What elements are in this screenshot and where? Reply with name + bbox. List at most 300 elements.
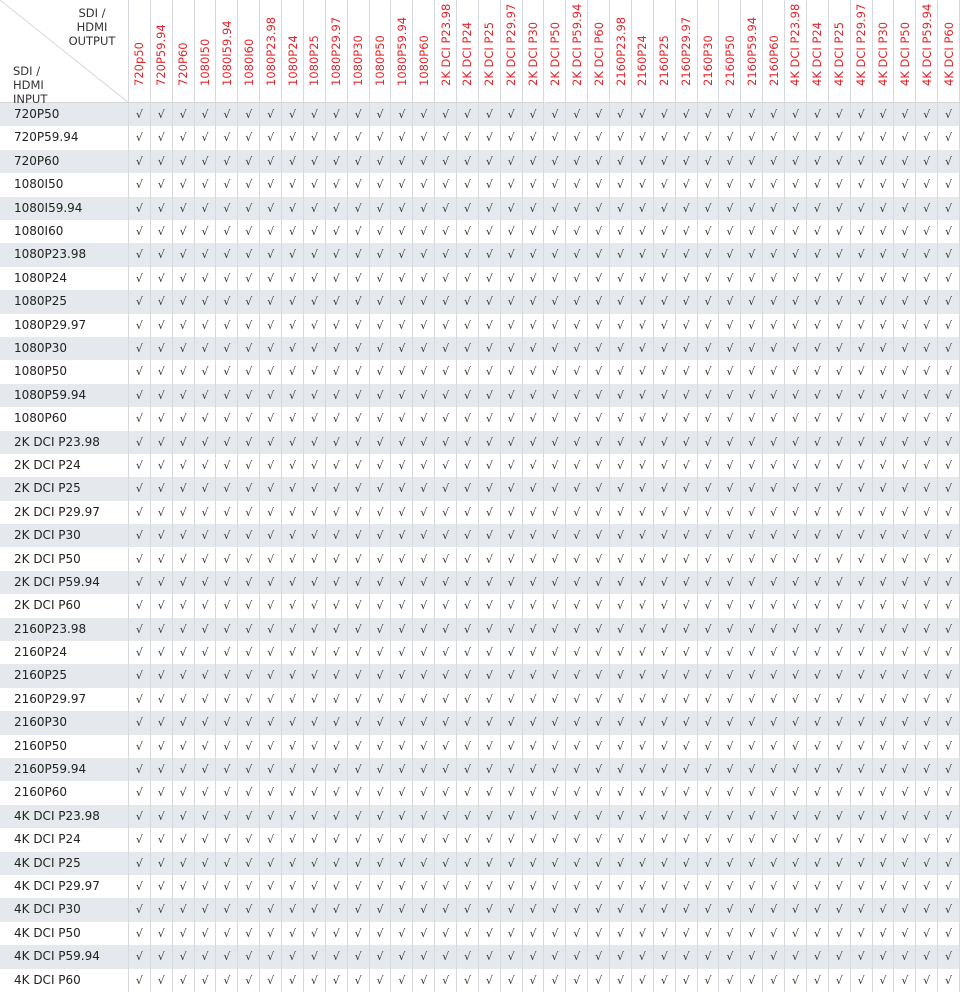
column-header [763,0,785,103]
support-check-cell: √ [479,314,501,337]
support-check-cell: √ [763,711,785,734]
support-check-cell: √ [588,922,610,945]
support-check-cell: √ [435,267,457,290]
support-check-cell: √ [894,641,916,664]
support-check-cell: √ [304,407,326,430]
support-check-cell: √ [173,922,195,945]
support-check-cell: √ [785,314,807,337]
support-check-cell: √ [938,220,960,243]
support-check-cell: √ [829,243,851,266]
support-check-cell: √ [851,758,873,781]
support-check-cell: √ [851,407,873,430]
support-check-cell: √ [348,431,370,454]
support-check-cell: √ [916,548,938,571]
support-check-cell: √ [676,805,698,828]
support-check-cell: √ [873,360,895,383]
support-check-cell: √ [632,828,654,851]
support-check-cell: √ [654,126,676,149]
support-check-cell: √ [566,290,588,313]
support-check-cell: √ [566,337,588,360]
support-check-cell: √ [654,197,676,220]
support-check-cell: √ [304,664,326,687]
column-header [129,0,151,103]
support-check-cell: √ [479,852,501,875]
support-check-cell: √ [151,384,173,407]
support-check-cell: √ [195,945,217,968]
support-check-cell: √ [348,688,370,711]
support-check-cell: √ [195,314,217,337]
support-check-cell: √ [260,805,282,828]
support-check-cell: √ [763,641,785,664]
column-header-label: 1080P23.98 [263,16,278,86]
support-check-cell: √ [173,197,195,220]
support-check-cell: √ [216,197,238,220]
support-check-cell: √ [501,945,523,968]
row-header-label: 1080P60 [0,407,129,430]
row-header-label: 4K DCI P24 [0,828,129,851]
support-check-cell: √ [216,454,238,477]
support-check-cell: √ [173,290,195,313]
support-check-cell: √ [916,664,938,687]
support-check-cell: √ [588,805,610,828]
row-header-label: 2K DCI P29.97 [0,501,129,524]
support-check-cell: √ [282,314,304,337]
support-check-cell: √ [851,314,873,337]
support-check-cell: √ [545,898,567,921]
support-check-cell: √ [829,922,851,945]
column-header-label: 2160P60 [766,35,781,86]
support-check-cell: √ [763,898,785,921]
support-check-cell: √ [829,267,851,290]
support-check-cell: √ [413,735,435,758]
support-check-cell: √ [763,126,785,149]
column-header-label: 4K DCI P23.98 [788,3,803,86]
support-check-cell: √ [370,431,392,454]
support-check-cell: √ [741,337,763,360]
support-check-cell: √ [326,852,348,875]
support-check-cell: √ [391,384,413,407]
support-check-cell: √ [785,243,807,266]
support-check-cell: √ [676,197,698,220]
support-check-cell: √ [195,758,217,781]
support-check-cell: √ [632,103,654,126]
support-check-cell: √ [719,220,741,243]
support-check-cell: √ [545,548,567,571]
support-check-cell: √ [326,945,348,968]
support-check-cell: √ [894,384,916,407]
support-check-cell: √ [566,173,588,196]
support-check-cell: √ [916,735,938,758]
support-check-cell: √ [566,454,588,477]
support-check-cell: √ [566,431,588,454]
support-check-cell: √ [391,407,413,430]
support-check-cell: √ [719,337,741,360]
support-check-cell: √ [413,922,435,945]
support-check-cell: √ [282,267,304,290]
support-check-cell: √ [326,384,348,407]
support-check-cell: √ [588,828,610,851]
support-check-cell: √ [785,407,807,430]
column-header-label: 2160P24 [635,35,650,86]
support-check-cell: √ [129,898,151,921]
support-check-cell: √ [391,290,413,313]
support-check-cell: √ [588,477,610,500]
support-check-cell: √ [501,267,523,290]
support-check-cell: √ [916,711,938,734]
support-check-cell: √ [435,477,457,500]
support-check-cell: √ [938,501,960,524]
support-check-cell: √ [741,407,763,430]
support-check-cell: √ [894,524,916,547]
support-check-cell: √ [370,945,392,968]
support-check-cell: √ [501,173,523,196]
support-check-cell: √ [326,220,348,243]
column-header [435,0,457,103]
support-check-cell: √ [741,594,763,617]
support-check-cell: √ [610,781,632,804]
support-check-cell: √ [129,220,151,243]
support-check-cell: √ [566,805,588,828]
support-check-cell: √ [851,103,873,126]
support-check-cell: √ [610,314,632,337]
column-header [304,0,326,103]
row-header-label: 4K DCI P59.94 [0,945,129,968]
support-check-cell: √ [632,454,654,477]
support-check-cell: √ [719,197,741,220]
support-check-cell: √ [719,360,741,383]
support-check-cell: √ [588,150,610,173]
support-check-cell: √ [326,735,348,758]
column-header-label: 1080I60 [241,38,256,86]
support-check-cell: √ [413,314,435,337]
column-header-label: 2K DCI P24 [460,21,475,86]
support-check-cell: √ [632,875,654,898]
support-check-cell: √ [851,594,873,617]
support-check-cell: √ [457,220,479,243]
support-check-cell: √ [523,664,545,687]
support-check-cell: √ [807,360,829,383]
support-check-cell: √ [545,454,567,477]
support-check-cell: √ [435,664,457,687]
support-check-cell: √ [938,454,960,477]
support-check-cell: √ [829,477,851,500]
support-check-cell: √ [391,548,413,571]
support-check-cell: √ [894,150,916,173]
support-check-cell: √ [260,454,282,477]
support-check-cell: √ [676,360,698,383]
support-check-cell: √ [763,969,785,992]
support-check-cell: √ [545,852,567,875]
support-check-cell: √ [238,126,260,149]
support-check-cell: √ [216,594,238,617]
support-check-cell: √ [238,664,260,687]
support-check-cell: √ [807,126,829,149]
row-header-label: 1080P50 [0,360,129,383]
support-check-cell: √ [370,126,392,149]
column-header [851,0,873,103]
support-check-cell: √ [348,454,370,477]
support-check-cell: √ [741,571,763,594]
support-check-cell: √ [894,290,916,313]
support-check-cell: √ [829,126,851,149]
support-check-cell: √ [216,314,238,337]
support-check-cell: √ [566,384,588,407]
support-check-cell: √ [282,735,304,758]
support-check-cell: √ [916,852,938,875]
support-check-cell: √ [851,243,873,266]
support-check-cell: √ [348,875,370,898]
column-header-label: 2160P59.94 [744,16,759,86]
support-check-cell: √ [370,688,392,711]
support-check-cell: √ [676,150,698,173]
support-check-cell: √ [938,337,960,360]
support-check-cell: √ [654,173,676,196]
support-check-cell: √ [588,875,610,898]
support-check-cell: √ [676,688,698,711]
support-check-cell: √ [763,150,785,173]
support-check-cell: √ [785,548,807,571]
support-check-cell: √ [676,571,698,594]
support-check-cell: √ [479,431,501,454]
support-check-cell: √ [195,898,217,921]
row-header-label: 1080I50 [0,173,129,196]
column-header [632,0,654,103]
row-header-label: 2160P59.94 [0,758,129,781]
support-check-cell: √ [238,828,260,851]
support-check-cell: √ [501,197,523,220]
row-header-label: 2K DCI P23.98 [0,431,129,454]
support-check-cell: √ [654,477,676,500]
support-check-cell: √ [260,501,282,524]
support-check-cell: √ [391,969,413,992]
support-check-cell: √ [610,618,632,641]
support-check-cell: √ [151,431,173,454]
support-check-cell: √ [260,735,282,758]
support-check-cell: √ [654,875,676,898]
support-check-cell: √ [501,150,523,173]
support-check-cell: √ [501,758,523,781]
support-check-cell: √ [851,828,873,851]
column-header [501,0,523,103]
support-check-cell: √ [610,735,632,758]
support-check-cell: √ [129,360,151,383]
support-check-cell: √ [632,922,654,945]
support-check-cell: √ [413,290,435,313]
row-header-label: 1080P23.98 [0,243,129,266]
support-check-cell: √ [129,688,151,711]
column-header-label: 2K DCI P25 [482,21,497,86]
support-check-cell: √ [938,103,960,126]
support-check-cell: √ [173,548,195,571]
support-check-cell: √ [588,711,610,734]
column-header-label: 2K DCI P30 [526,21,541,86]
column-header-label: 4K DCI P50 [897,21,912,86]
support-check-cell: √ [719,828,741,851]
support-check-cell: √ [457,360,479,383]
support-check-cell: √ [654,314,676,337]
support-check-cell: √ [610,477,632,500]
support-check-cell: √ [391,337,413,360]
support-check-cell: √ [260,594,282,617]
support-check-cell: √ [260,197,282,220]
support-check-cell: √ [326,501,348,524]
support-check-cell: √ [348,126,370,149]
support-check-cell: √ [348,314,370,337]
support-check-cell: √ [763,267,785,290]
support-check-cell: √ [741,875,763,898]
support-check-cell: √ [260,126,282,149]
support-check-cell: √ [370,571,392,594]
support-check-cell: √ [829,594,851,617]
column-header-label: 1080I50 [198,38,213,86]
support-check-cell: √ [785,898,807,921]
support-check-cell: √ [413,267,435,290]
support-check-cell: √ [195,220,217,243]
support-check-cell: √ [654,898,676,921]
support-check-cell: √ [829,688,851,711]
support-check-cell: √ [632,267,654,290]
column-header [676,0,698,103]
support-check-cell: √ [370,524,392,547]
support-check-cell: √ [566,641,588,664]
support-check-cell: √ [129,781,151,804]
support-check-cell: √ [260,688,282,711]
support-check-cell: √ [391,898,413,921]
support-check-cell: √ [216,711,238,734]
support-check-cell: √ [151,314,173,337]
support-check-cell: √ [588,641,610,664]
support-check-cell: √ [698,126,720,149]
support-check-cell: √ [523,969,545,992]
support-check-cell: √ [523,711,545,734]
support-check-cell: √ [807,875,829,898]
support-check-cell: √ [523,524,545,547]
column-header [173,0,195,103]
support-check-cell: √ [238,945,260,968]
support-check-cell: √ [785,852,807,875]
support-check-cell: √ [195,828,217,851]
support-check-cell: √ [698,758,720,781]
support-check-cell: √ [873,407,895,430]
support-check-cell: √ [282,431,304,454]
support-check-cell: √ [873,243,895,266]
support-check-cell: √ [216,969,238,992]
support-check-cell: √ [523,898,545,921]
support-check-cell: √ [785,735,807,758]
column-header [785,0,807,103]
support-check-cell: √ [632,501,654,524]
support-check-cell: √ [457,828,479,851]
support-check-cell: √ [370,103,392,126]
support-check-cell: √ [282,571,304,594]
support-check-cell: √ [304,898,326,921]
support-check-cell: √ [370,454,392,477]
support-check-cell: √ [216,290,238,313]
support-check-cell: √ [435,501,457,524]
column-header-label: 2160P25 [657,35,672,86]
support-check-cell: √ [566,548,588,571]
support-check-cell: √ [698,267,720,290]
support-check-cell: √ [326,969,348,992]
support-check-cell: √ [588,197,610,220]
support-check-cell: √ [654,548,676,571]
support-check-cell: √ [632,618,654,641]
support-check-cell: √ [566,150,588,173]
support-check-cell: √ [566,735,588,758]
column-header-label: 1080P60 [416,35,431,86]
support-check-cell: √ [654,641,676,664]
support-check-cell: √ [916,641,938,664]
support-check-cell: √ [654,384,676,407]
support-check-cell: √ [610,243,632,266]
support-check-cell: √ [216,945,238,968]
support-check-cell: √ [238,243,260,266]
support-check-cell: √ [457,407,479,430]
support-check-cell: √ [610,664,632,687]
support-check-cell: √ [719,454,741,477]
support-check-cell: √ [304,688,326,711]
support-check-cell: √ [129,758,151,781]
support-check-cell: √ [326,290,348,313]
support-check-cell: √ [610,431,632,454]
support-check-cell: √ [501,360,523,383]
support-check-cell: √ [807,384,829,407]
support-check-cell: √ [610,384,632,407]
support-check-cell: √ [129,548,151,571]
column-header-label: 1080P29.97 [329,16,344,86]
support-check-cell: √ [304,641,326,664]
support-check-cell: √ [501,664,523,687]
support-check-cell: √ [326,688,348,711]
support-check-cell: √ [829,571,851,594]
support-check-cell: √ [238,384,260,407]
support-check-cell: √ [588,126,610,149]
support-check-cell: √ [348,150,370,173]
support-check-cell: √ [370,290,392,313]
support-check-cell: √ [654,664,676,687]
column-header-label: 720P59.94 [154,24,169,86]
support-check-cell: √ [763,454,785,477]
support-check-cell: √ [282,360,304,383]
support-check-cell: √ [457,173,479,196]
support-check-cell: √ [457,641,479,664]
support-check-cell: √ [391,197,413,220]
row-header-label: 1080P30 [0,337,129,360]
support-check-cell: √ [698,477,720,500]
support-check-cell: √ [523,337,545,360]
support-check-cell: √ [457,197,479,220]
support-check-cell: √ [894,126,916,149]
support-check-cell: √ [566,197,588,220]
column-header [741,0,763,103]
support-check-cell: √ [938,243,960,266]
support-check-cell: √ [238,898,260,921]
support-check-cell: √ [566,711,588,734]
support-check-cell: √ [654,150,676,173]
support-check-cell: √ [654,805,676,828]
support-check-cell: √ [785,969,807,992]
support-check-cell: √ [195,711,217,734]
support-check-cell: √ [873,384,895,407]
support-check-cell: √ [763,337,785,360]
support-check-cell: √ [523,922,545,945]
column-header [238,0,260,103]
support-check-cell: √ [457,454,479,477]
support-check-cell: √ [173,267,195,290]
support-check-cell: √ [807,852,829,875]
support-check-cell: √ [588,524,610,547]
support-check-cell: √ [829,524,851,547]
